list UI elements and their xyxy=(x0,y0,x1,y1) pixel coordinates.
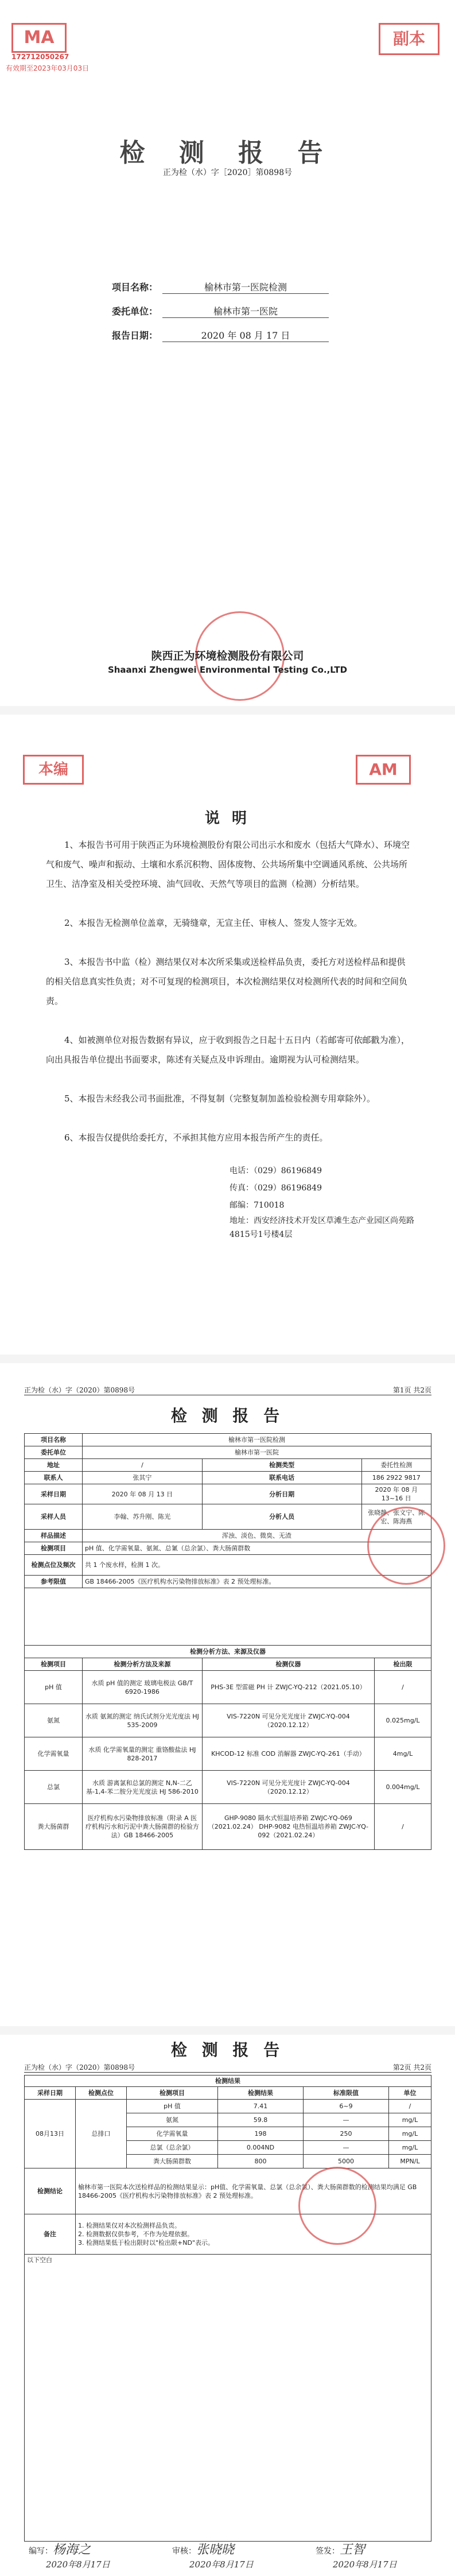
contact-value-cell: 张其宁 xyxy=(83,1472,203,1484)
method-method: 水质 氨氮的测定 纳氏试剂分光光度法 HJ 535-2009 xyxy=(83,1704,203,1737)
result-item: 总氯（总余氯） xyxy=(127,2141,218,2155)
result-value: 0.004ND xyxy=(218,2141,304,2155)
appearance-value-cell: 浑浊、淡色、微臭、无渣 xyxy=(83,1530,431,1542)
analysis-date-label-cell: 分析日期 xyxy=(202,1484,361,1504)
remarks-label-cell: 备注 xyxy=(25,2214,76,2255)
results-header-value: 检测结果 xyxy=(218,2087,304,2100)
analyst-label-cell: 分析人员 xyxy=(202,1504,361,1530)
method-limit: 4mg/L xyxy=(375,1737,431,1771)
writer-sign-date: 2020年8月17日 xyxy=(46,2559,110,2570)
results-header-limit: 标准限值 xyxy=(304,2087,389,2100)
phone-value: （029）86196849 xyxy=(254,1166,322,1176)
method-method: 医疗机构水污染物排放标准（附录 A 医疗机构污水和污泥中粪大肠菌群的检验方法）GB 18466-2005 xyxy=(83,1804,203,1850)
date-row xyxy=(100,328,329,342)
result-limit: 250 xyxy=(304,2127,389,2141)
sampler-value-cell: 李翰、苏升刚、陈光 xyxy=(83,1504,203,1530)
notes-page xyxy=(0,715,455,1355)
result-item: 氨氮 xyxy=(127,2113,218,2127)
report-page-1 xyxy=(0,1363,455,2026)
fax-value: （029）86196849 xyxy=(254,1184,322,1193)
result-unit: MPN/L xyxy=(389,2155,431,2168)
client-value: 榆林市第一医院 xyxy=(162,304,329,318)
phone-line xyxy=(230,1162,419,1180)
page3-header-left: 正为检（水）字（2020）第0898号 xyxy=(24,2063,135,2071)
method-row xyxy=(25,1804,431,1850)
page2-header xyxy=(24,1385,431,1395)
ref-label-cell: 参考限值 xyxy=(25,1576,83,1588)
project-label: 项目名称： xyxy=(111,282,158,293)
table-row xyxy=(25,2100,431,2113)
method-instrument: VIS-7220N 可见分光光度计 ZWJC-YQ-004（2020.12.12） xyxy=(202,1771,374,1804)
method-row xyxy=(25,1704,431,1737)
project-row xyxy=(100,280,329,294)
blank-area xyxy=(25,1588,431,1646)
note-4: 4、如被测单位对报告数据有异议，应于收到报告之日起十五日内（若邮寄可依邮戳为准），向出具报告单位提出书面要求，陈述有关疑点及申诉理由。逾期视为认可检测结果。 xyxy=(46,1035,410,1065)
writer-signature xyxy=(29,2540,91,2558)
contact-label-cell: 联系人 xyxy=(25,1472,83,1484)
method-row xyxy=(25,1737,431,1771)
phone-value-cell: 186 2922 9817 xyxy=(361,1472,431,1484)
ma-number: 172712050267 xyxy=(11,53,69,61)
company-name-en: Shaanxi Zhengwei Environmental Testing Co.,LTD xyxy=(107,665,348,675)
result-item: 化学需氧量 xyxy=(127,2127,218,2141)
address-value: 西安经济技术开发区草滩生态产业园区尚苑路4815号1号楼4层 xyxy=(230,1216,414,1239)
method-item: 氨氮 xyxy=(25,1704,83,1737)
end-marker: 以下空白 xyxy=(27,2256,52,2264)
result-value: 7.41 xyxy=(218,2100,304,2113)
am-stamp: AM xyxy=(356,755,411,785)
remarks-cell: 1. 检测结果仅对本次检测样品负责。 2. 检测数据仅供参考，不作为处理依据。 3. 检测结果低于检出限时以"检出限+ND"表示。 xyxy=(76,2214,431,2255)
result-value: 198 xyxy=(218,2127,304,2141)
sampler-label-cell: 采样人员 xyxy=(25,1504,83,1530)
page2-header-left: 正为检（水）字（2020）第0898号 xyxy=(24,1386,135,1394)
method-method: 水质 游离氯和总氯的测定 N,N-二乙基-1,4-苯二胺分光光度法 HJ 586-2010 xyxy=(83,1771,203,1804)
end-blank-cell xyxy=(25,2255,431,2542)
method-instrument: GHP-9080 隔水式恒温培养箱 ZWJC-YQ-069（2021.02.24） DHP-9082 电热恒温培养箱 ZWJC-YQ-092（2021.02.24） xyxy=(202,1804,374,1850)
page2-seal xyxy=(367,1507,445,1585)
postal-line xyxy=(230,1197,419,1214)
results-table xyxy=(24,2075,431,2542)
ma-validity: 有效期至2023年03月03日 xyxy=(6,64,90,72)
address-label-cell: 地址 xyxy=(25,1459,83,1472)
writer-name: 杨海之 xyxy=(53,2543,91,2557)
result-limit: 5000 xyxy=(304,2155,389,2168)
result-value: 59.8 xyxy=(218,2113,304,2127)
page3-header-right: 第2页 共2页 xyxy=(392,2063,431,2071)
method-item: 粪大肠菌群 xyxy=(25,1804,83,1850)
method-instrument: PHS-3E 型雷磁 PH 计 ZWJC-YQ-212（2021.05.10） xyxy=(202,1671,374,1704)
result-item: 粪大肠菌群数 xyxy=(127,2155,218,2168)
result-value: 800 xyxy=(218,2155,304,2168)
method-section-title: 检测分析方法、来源及仪器 xyxy=(25,1646,431,1658)
method-item: 总氯 xyxy=(25,1771,83,1804)
reviewer-label: 审核： xyxy=(172,2547,196,2556)
result-unit: mg/L xyxy=(389,2141,431,2155)
points-label-cell: 检测点位及频次 xyxy=(25,1555,83,1576)
results-header-unit: 单位 xyxy=(389,2087,431,2100)
method-limit: / xyxy=(375,1671,431,1704)
address-label: 地址： xyxy=(230,1216,254,1225)
result-limit: — xyxy=(304,2141,389,2155)
cover-title: 检 测 报 告 xyxy=(119,138,336,168)
project-value: 榆林市第一医院检测 xyxy=(162,280,329,294)
method-instrument: KHCOD-12 标准 COD 消解器 ZWJC-YQ-261（手动） xyxy=(202,1737,374,1771)
info-table xyxy=(24,1433,431,1850)
appearance-label-cell: 样品描述 xyxy=(25,1530,83,1542)
note-2: 2、本报告无检测单位盖章，无骑缝章，无宣主任、审核人、签发人签字无效。 xyxy=(64,918,363,928)
items-label-cell: 检测项目 xyxy=(25,1542,83,1555)
page3-seal xyxy=(298,2167,376,2245)
analyst-value-cell: 张晓静、张文宁、陈宏、陈海燕 xyxy=(361,1504,431,1530)
ma-stamp: MA xyxy=(11,23,67,53)
report-number: 正为检（水）字［2020］第0898号 xyxy=(162,168,293,177)
method-limit: / xyxy=(375,1804,431,1850)
method-limit: 0.004mg/L xyxy=(375,1771,431,1804)
address-line xyxy=(230,1214,419,1242)
client-label: 委托单位： xyxy=(111,306,158,317)
result-unit: mg/L xyxy=(389,2113,431,2127)
method-header-item: 检测项目 xyxy=(25,1658,83,1671)
method-header-method: 检测分析方法及来源 xyxy=(83,1658,203,1671)
page3-title: 检 测 报 告 xyxy=(170,2040,285,2059)
reviewer-sign-date: 2020年8月17日 xyxy=(189,2559,254,2570)
method-header-instrument: 检测仪器 xyxy=(202,1658,374,1671)
items-value-cell: pH 值、化学需氧量、氨氮、总氰（总余氯）、粪大肠菌群数 xyxy=(83,1542,431,1555)
results-section-title: 检测结果 xyxy=(25,2075,431,2087)
client-label-cell: 委托单位 xyxy=(25,1446,83,1459)
page2-header-right: 第1页 共2页 xyxy=(392,1386,431,1394)
result-limit: 6~9 xyxy=(304,2100,389,2113)
postal-value: 710018 xyxy=(254,1201,285,1210)
result-date-cell: 08月13日 xyxy=(25,2100,76,2168)
method-row xyxy=(25,1771,431,1804)
project-label-cell: 项目名称 xyxy=(25,1434,83,1446)
result-item: pH 值 xyxy=(127,2100,218,2113)
result-point-cell: 总排口 xyxy=(76,2100,127,2168)
test-type-value-cell: 委托性检测 xyxy=(361,1459,431,1472)
method-item: pH 值 xyxy=(25,1671,83,1704)
ref-value-cell: GB 18466-2005《医疗机构水污染物排放标准》表 2 预处理标准。 xyxy=(83,1576,431,1588)
method-row xyxy=(25,1671,431,1704)
result-unit: / xyxy=(389,2100,431,2113)
method-item: 化学需氧量 xyxy=(25,1737,83,1771)
results-header-point: 检测点位 xyxy=(76,2087,127,2100)
report-page-2 xyxy=(0,2035,455,2576)
result-unit: mg/L xyxy=(389,2127,431,2141)
original-stamp: 本编 xyxy=(23,755,84,785)
contact-block xyxy=(230,1162,419,1242)
fax-line xyxy=(230,1180,419,1197)
method-method: 水质 化学需氧量的测定 重铬酸盐法 HJ 828-2017 xyxy=(83,1737,203,1771)
approver-label: 签发： xyxy=(316,2547,340,2556)
phone-label: 电话： xyxy=(230,1166,254,1176)
page2-title: 检 测 报 告 xyxy=(170,1406,285,1425)
copy-stamp: 副本 xyxy=(379,23,440,55)
cover-page xyxy=(0,0,455,706)
method-header-limit: 检出限 xyxy=(375,1658,431,1671)
notes-title: 说 明 xyxy=(204,810,251,827)
fax-label: 传真： xyxy=(230,1184,254,1193)
conclusion-label-cell: 检测结论 xyxy=(25,2168,76,2214)
points-value-cell: 共 1 个废水样，检测 1 次。 xyxy=(83,1555,431,1576)
note-6: 6、本报告仅提供给委托方，不承担其他方应用本报告所产生的责任。 xyxy=(64,1132,328,1143)
company-name-cn: 陕西正为环境检测股份有限公司 xyxy=(151,650,304,662)
note-1: 1、本报告书可用于陕西正为环境检测股份有限公司出示水和废水（包括大气降水）、环境空气和废气、噪声和振动、土壤和水系沉积物、固体废物、公共场所集中空调通风系统、公共场所卫生、洁净室及相关受控环境、油气回收、天然气等项目的监测（检测）分析结果。 xyxy=(46,840,410,889)
page3-header xyxy=(24,2062,431,2073)
date-label: 报告日期： xyxy=(111,330,158,341)
date-value: 2020 年 08 月 17 日 xyxy=(162,328,329,342)
postal-label: 邮编： xyxy=(230,1201,254,1210)
project-value-cell: 榆林市第一医院检测 xyxy=(83,1434,431,1446)
results-header-date: 采样日期 xyxy=(25,2087,76,2100)
approver-name: 王智 xyxy=(340,2543,365,2557)
address-value-cell: / xyxy=(83,1459,203,1472)
phone-label-cell: 联系电话 xyxy=(202,1472,361,1484)
sample-date-value-cell: 2020 年 08 月 13 日 xyxy=(83,1484,203,1504)
note-5: 5、本报告未经我公司书面批准，不得复制（完整复制加盖检验检测专用章除外）。 xyxy=(64,1093,376,1104)
method-instrument: VIS-7220N 可见分光光度计 ZWJC-YQ-004（2020.12.12） xyxy=(202,1704,374,1737)
approver-signature xyxy=(316,2540,365,2558)
results-header-item: 检测项目 xyxy=(127,2087,218,2100)
writer-label: 编写： xyxy=(29,2547,53,2556)
reviewer-name: 张晓晓 xyxy=(196,2543,235,2557)
note-3: 3、本报告书中监（检）测结果仅对本次所采集或送检样品负责，委托方对送检样品和提供的相关信息真实性负责；对不可复现的检测项目，本次检测结果仅对检测所代表的时间和空间负责。 xyxy=(46,957,408,1006)
method-method: 水质 pH 值的测定 玻璃电极法 GB/T 6920-1986 xyxy=(83,1671,203,1704)
reviewer-signature xyxy=(172,2540,234,2558)
approver-sign-date: 2020年8月17日 xyxy=(333,2559,397,2570)
conclusion-cell: 榆林市第一医院本次送检样品的检测结果显示：pH值、化学需氧量、总氯（总余氯）、粪大肠菌群数的检测结果均满足 GB 18466-2005《医疗机构水污染物排放标准》表 2 预处理标准。 xyxy=(76,2168,431,2214)
test-type-label-cell: 检测类型 xyxy=(202,1459,361,1472)
result-limit: — xyxy=(304,2113,389,2127)
analysis-date-value-cell: 2020 年 08 月 13~16 日 xyxy=(361,1484,431,1504)
client-value-cell: 榆林市第一医院 xyxy=(83,1446,431,1459)
method-limit: 0.025mg/L xyxy=(375,1704,431,1737)
sample-date-label-cell: 采样日期 xyxy=(25,1484,83,1504)
client-row xyxy=(100,304,329,318)
